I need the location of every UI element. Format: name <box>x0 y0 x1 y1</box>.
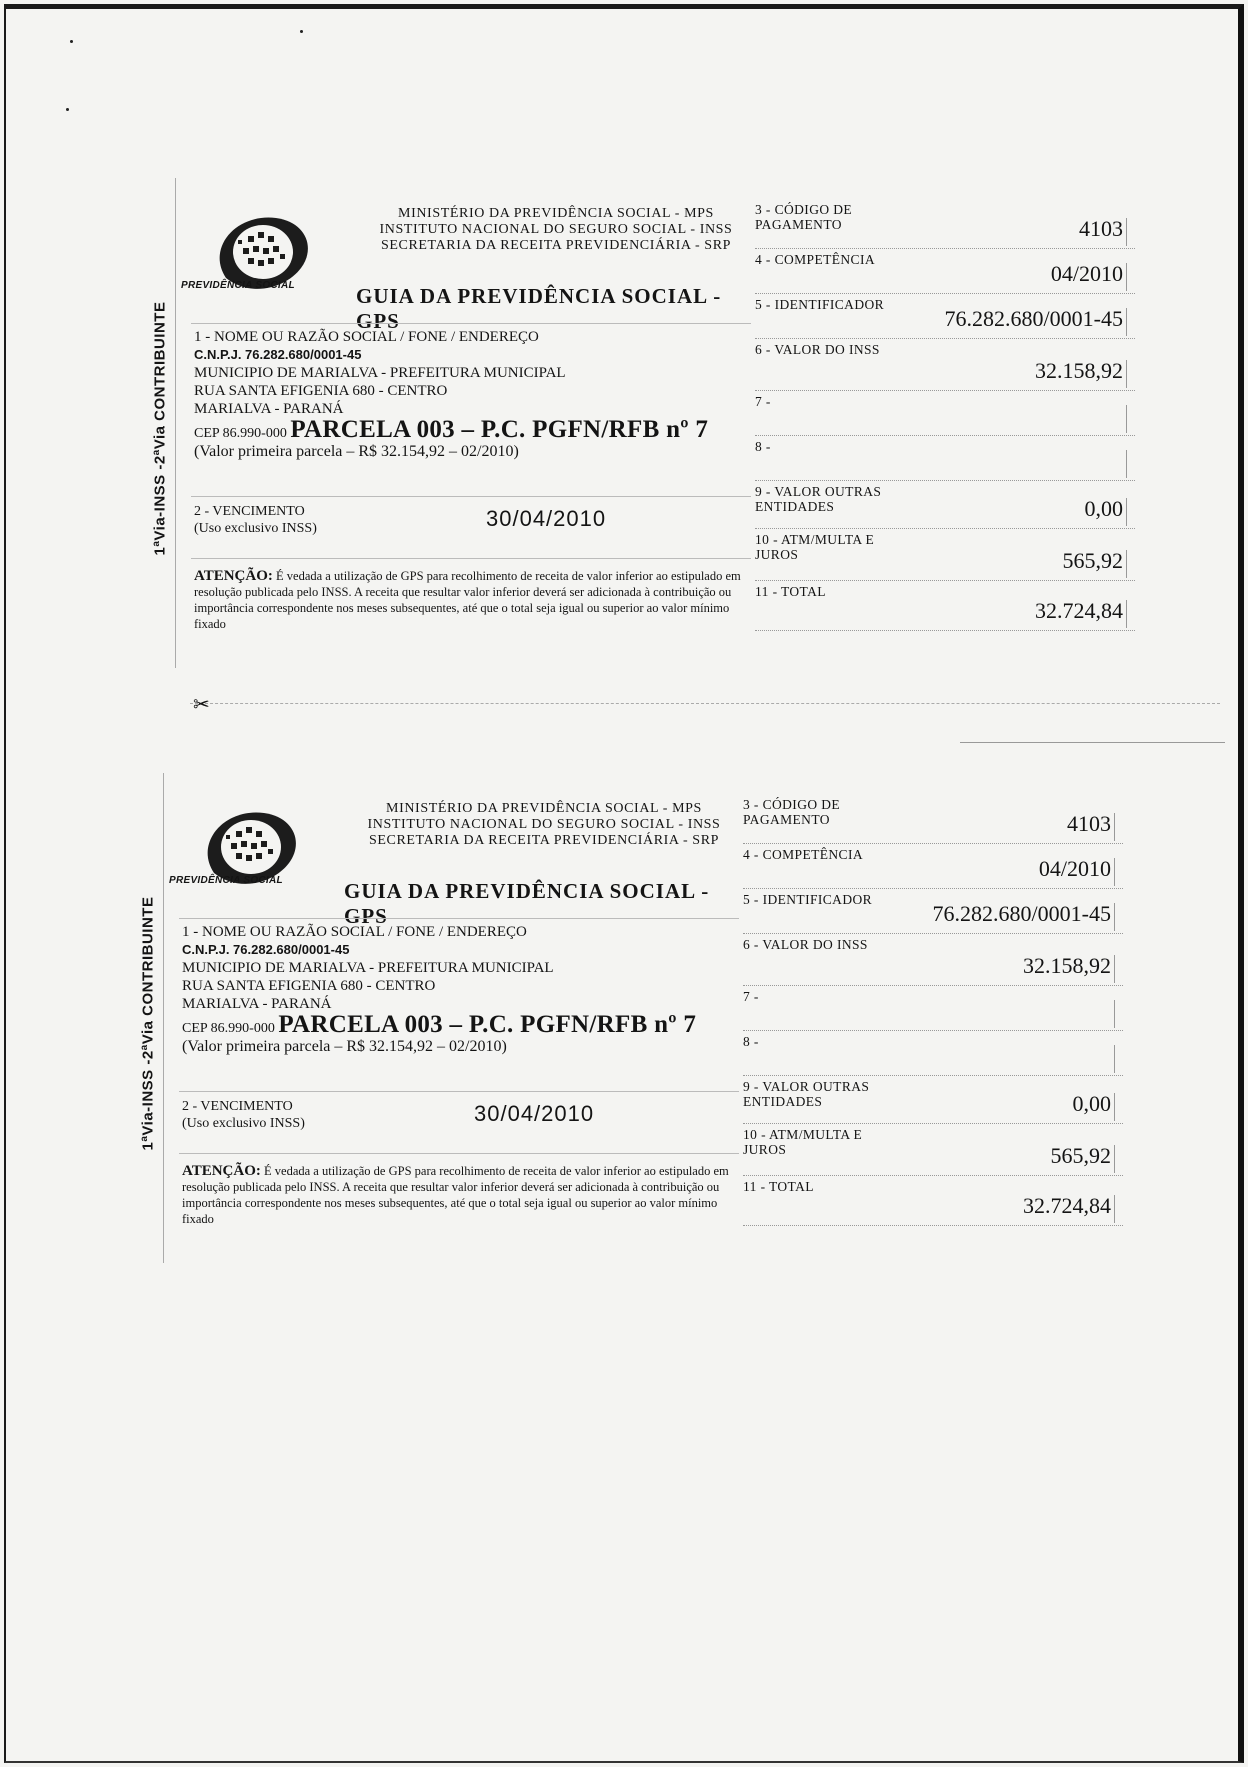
row-edge <box>1126 360 1127 388</box>
value-field-amount: 04/2010 <box>1038 856 1111 881</box>
value-field-label: 10 - ATM/MULTA E JUROS <box>755 532 875 562</box>
row-edge <box>1126 263 1127 291</box>
value-field-row <box>743 985 1123 1030</box>
form-right-panel <box>743 793 1133 1263</box>
parcela-heading: PARCELA 003 – P.C. PGFN/RFB nº 7 <box>278 1011 697 1038</box>
value-field-row <box>755 338 1135 390</box>
row-edge <box>1114 1045 1115 1073</box>
scan-speck <box>70 40 73 43</box>
row-edge <box>1126 600 1127 628</box>
gps-form-first <box>151 178 1155 668</box>
value-field-amount: 0,00 <box>1084 496 1123 521</box>
row-edge <box>1114 1195 1115 1223</box>
value-field-label: 6 - VALOR DO INSS <box>755 342 880 357</box>
attention-text: É vedada a utilização de GPS para recolhimento de receita de valor inferior ao estipulado em resolução publicada pelo INSS. A receita que resultar valor inferior deverá ser adicionada à contribuição ou importância correspondente nos meses subsequentes, até que o total seja igual ou superior ao valor mínimo fixado <box>182 1164 729 1226</box>
value-field-label: 5 - IDENTIFICADOR <box>755 297 885 312</box>
value-field-amount: 565,92 <box>1050 1143 1111 1168</box>
address-line: RUA SANTA EFIGENIA 680 - CENTRO <box>194 383 448 399</box>
value-field-label: 6 - VALOR DO INSS <box>743 937 868 952</box>
row-edge <box>1126 450 1127 478</box>
row-edge <box>1126 550 1127 578</box>
value-field-label: 10 - ATM/MULTA E JUROS <box>743 1127 863 1157</box>
divider <box>179 918 739 919</box>
valor-primeira-parcela: (Valor primeira parcela – R$ 32.154,92 – 02/2010) <box>182 1038 507 1055</box>
value-field-row <box>755 248 1135 293</box>
value-field-row <box>743 1075 1123 1123</box>
row-edge <box>1126 218 1127 246</box>
row-edge <box>1114 955 1115 983</box>
value-field-amount: 565,92 <box>1062 548 1123 573</box>
value-field-label: 3 - CÓDIGO DE PAGAMENTO <box>743 797 841 827</box>
value-field-label: 9 - VALOR OUTRAS ENTIDADES <box>755 484 882 514</box>
value-field-label: 7 - <box>755 394 771 409</box>
form-title: GUIA DA PREVIDÊNCIA SOCIAL - GPS <box>356 284 722 333</box>
attention-heading: ATENÇÃO: <box>182 1163 261 1179</box>
value-field-amount: 32.158,92 <box>1023 953 1111 978</box>
value-field-amount: 32.158,92 <box>1035 358 1123 383</box>
row-edge <box>1114 903 1115 931</box>
address-line: MUNICIPIO DE MARIALVA - PREFEITURA MUNICIPAL <box>194 365 566 381</box>
address-line: MARIALVA - PARANÁ <box>194 401 344 417</box>
divider <box>191 558 751 559</box>
form-right-panel <box>755 198 1145 668</box>
row-edge <box>1114 1093 1115 1121</box>
value-field-label: 8 - <box>755 439 771 454</box>
form-title: GUIA DA PREVIDÊNCIA SOCIAL - GPS <box>344 879 710 928</box>
value-field-label: 3 - CÓDIGO DE PAGAMENTO <box>755 202 853 232</box>
value-field-label: 5 - IDENTIFICADOR <box>743 892 873 907</box>
value-field-label: 4 - COMPETÊNCIA <box>743 847 863 862</box>
row-edge <box>1114 1145 1115 1173</box>
value-field-amount: 32.724,84 <box>1023 1193 1111 1218</box>
row-edge <box>1126 405 1127 433</box>
value-field-row <box>743 933 1123 985</box>
attention-text: É vedada a utilização de GPS para recolhimento de receita de valor inferior ao estipulado em resolução publicada pelo INSS. A receita que resultar valor inferior deverá ser adicionada à contribuição ou importância correspondente nos meses subsequentes, até que o total seja igual ou superior ao valor mínimo fixado <box>194 569 741 631</box>
scissors-icon: ✂ <box>193 692 210 716</box>
row-separator <box>743 1225 1123 1226</box>
value-field-amount: 4103 <box>1067 811 1111 836</box>
value-field-label: 11 - TOTAL <box>743 1179 814 1194</box>
divider <box>179 1153 739 1154</box>
vertical-via-label: 1ªVia-INSS -2ªVia CONTRIBUINTE <box>139 896 157 1150</box>
cnpj: C.N.P.J. 76.282.680/0001-45 <box>182 942 350 957</box>
value-field-amount: 04/2010 <box>1050 261 1123 286</box>
value-field-row <box>755 528 1135 580</box>
value-field-row <box>755 390 1135 435</box>
vencimento-value: 30/04/2010 <box>474 1101 595 1126</box>
value-field-row <box>743 1123 1123 1175</box>
value-field-label: 9 - VALOR OUTRAS ENTIDADES <box>743 1079 870 1109</box>
row-edge <box>1114 858 1115 886</box>
ministry-header: MINISTÉRIO DA PREVIDÊNCIA SOCIAL - MPS INSTITUTO NACIONAL DO SEGURO SOCIAL - INSS SECRETARIA DA RECEITA PREVIDENCIÁRIA - SRP <box>379 206 733 253</box>
cep: CEP 86.990-000 <box>182 1021 275 1036</box>
value-field-row <box>755 480 1135 528</box>
form-left-panel <box>175 178 756 668</box>
logo-caption: PREVIDÊNCIA SOCIAL <box>181 280 295 291</box>
divider <box>191 496 751 497</box>
value-field-row <box>755 293 1135 338</box>
divider <box>179 1091 739 1092</box>
form-left-panel <box>163 773 744 1263</box>
value-field-row <box>755 580 1135 630</box>
field-1-contribuinte: 1 - NOME OU RAZÃO SOCIAL / FONE / ENDEREÇO C.N.P.J. 76.282.680/0001-45 MUNICIPIO DE MARIALVA - PREFEITURA MUNICIPAL RUA SANTA EFIGENIA 680 - CENTRO MARIALVA - PARANÁ CEP 86.990-000 PARCELA 003 – P.C. PGFN/RFB nº 7 (Valor primeira parcela – R$ 32.154,92 – 02/2010) <box>182 923 742 1056</box>
cnpj: C.N.P.J. 76.282.680/0001-45 <box>194 347 362 362</box>
value-field-label: 8 - <box>743 1034 759 1049</box>
value-field-label: 4 - COMPETÊNCIA <box>755 252 875 267</box>
value-field-amount: 76.282.680/0001-45 <box>944 306 1123 331</box>
gps-form-second <box>139 773 1143 1263</box>
value-field-row <box>743 843 1123 888</box>
attention-heading: ATENÇÃO: <box>194 568 273 584</box>
address-line: MARIALVA - PARANÁ <box>182 996 332 1012</box>
value-field-row <box>743 1175 1123 1225</box>
field-2-vencimento: 2 - VENCIMENTO (Uso exclusivo INSS) <box>194 504 317 536</box>
divider <box>191 323 751 324</box>
value-field-amount: 32.724,84 <box>1035 598 1123 623</box>
address-line: RUA SANTA EFIGENIA 680 - CENTRO <box>182 978 436 994</box>
ministry-header: MINISTÉRIO DA PREVIDÊNCIA SOCIAL - MPS INSTITUTO NACIONAL DO SEGURO SOCIAL - INSS SECRETARIA DA RECEITA PREVIDENCIÁRIA - SRP <box>367 801 721 848</box>
field-1-contribuinte: 1 - NOME OU RAZÃO SOCIAL / FONE / ENDEREÇO C.N.P.J. 76.282.680/0001-45 MUNICIPIO DE MARIALVA - PREFEITURA MUNICIPAL RUA SANTA EFIGENIA 680 - CENTRO MARIALVA - PARANÁ CEP 86.990-000 PARCELA 003 – P.C. PGFN/RFB nº 7 (Valor primeira parcela – R$ 32.154,92 – 02/2010) <box>194 328 754 461</box>
value-field-label: 11 - TOTAL <box>755 584 826 599</box>
value-field-label: 7 - <box>743 989 759 1004</box>
value-field-row <box>755 198 1135 248</box>
value-field-amount: 4103 <box>1079 216 1123 241</box>
row-separator <box>755 630 1135 631</box>
attention-notice <box>194 568 754 632</box>
vertical-via-label: 1ªVia-INSS -2ªVia CONTRIBUINTE <box>151 301 169 555</box>
attention-notice <box>182 1163 742 1227</box>
valor-primeira-parcela: (Valor primeira parcela – R$ 32.154,92 – 02/2010) <box>194 443 519 460</box>
value-field-row <box>743 793 1123 843</box>
address-line: MUNICIPIO DE MARIALVA - PREFEITURA MUNICIPAL <box>182 960 554 976</box>
value-field-row <box>755 435 1135 480</box>
row-edge <box>1126 498 1127 526</box>
value-field-row <box>743 888 1123 933</box>
cut-line-right <box>960 742 1225 743</box>
row-edge <box>1126 308 1127 336</box>
row-edge <box>1114 1000 1115 1028</box>
value-field-row <box>743 1030 1123 1075</box>
scan-speck <box>300 30 303 33</box>
scan-speck <box>66 108 69 111</box>
parcela-heading: PARCELA 003 – P.C. PGFN/RFB nº 7 <box>290 416 709 443</box>
vencimento-value: 30/04/2010 <box>486 506 607 531</box>
row-edge <box>1114 813 1115 841</box>
field-2-vencimento: 2 - VENCIMENTO (Uso exclusivo INSS) <box>182 1099 305 1131</box>
value-field-amount: 76.282.680/0001-45 <box>932 901 1111 926</box>
value-field-amount: 0,00 <box>1072 1091 1111 1116</box>
logo-caption: PREVIDÊNCIA SOCIAL <box>169 875 283 886</box>
cut-line <box>190 703 1220 704</box>
cep: CEP 86.990-000 <box>194 426 287 441</box>
